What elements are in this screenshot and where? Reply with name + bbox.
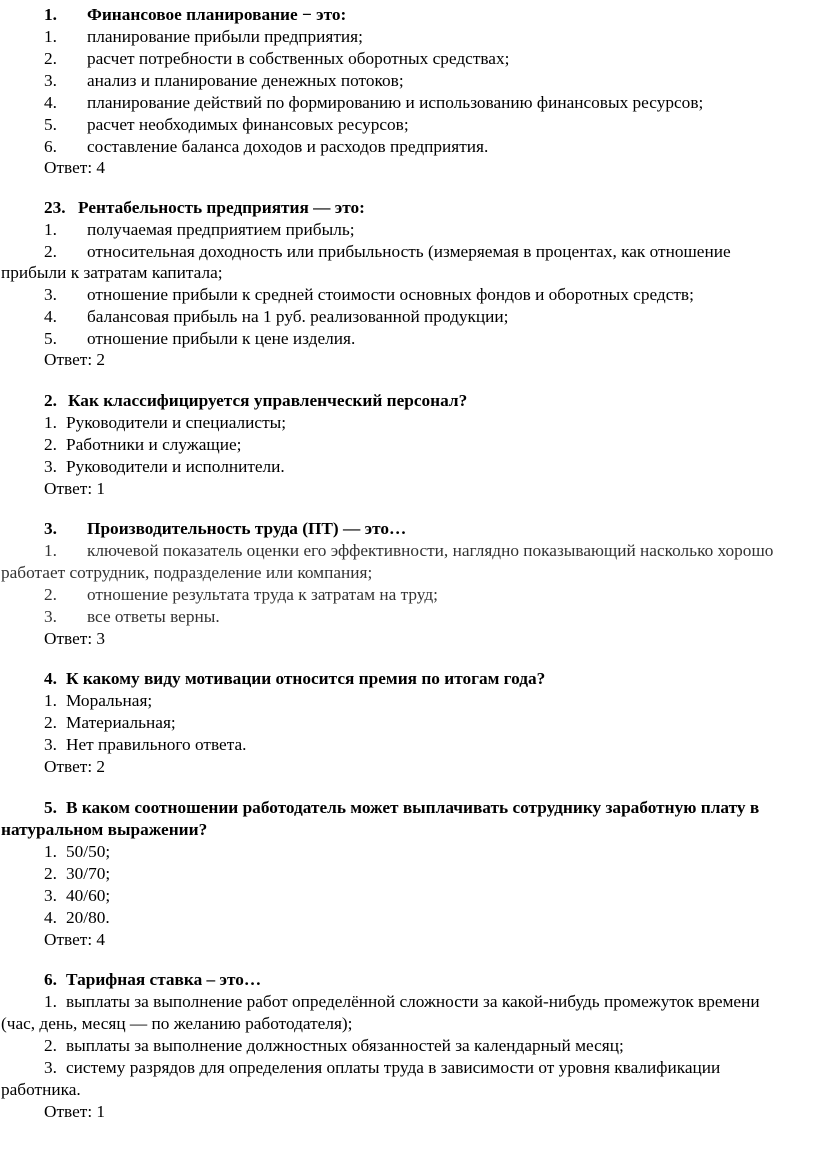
- option-text: отношение прибыли к цене изделия.: [87, 329, 356, 348]
- option-number: 1.: [44, 220, 57, 239]
- question-number: 3.: [44, 519, 57, 538]
- option-number: 2.: [44, 713, 57, 732]
- option-number: 6.: [44, 137, 57, 156]
- option-number: 3.: [44, 285, 57, 304]
- option-number: 1.: [44, 541, 57, 560]
- option-number: 3.: [44, 886, 57, 905]
- option-text: планирование действий по формированию и использованию финансовых ресурсов;: [87, 93, 704, 112]
- option-number: 2.: [44, 49, 57, 68]
- option-text: расчет необходимых финансовых ресурсов;: [87, 115, 409, 134]
- option-text: все ответы верны.: [87, 607, 220, 626]
- question-title-continued: натуральном выражении?: [1, 820, 208, 839]
- option-text: анализ и планирование денежных потоков;: [87, 71, 404, 90]
- question-number: 5.: [44, 798, 57, 817]
- option-text-continued: (час, день, месяц — по желанию работодателя);: [1, 1014, 353, 1033]
- question-number: 4.: [44, 669, 57, 688]
- question-number: 6.: [44, 970, 57, 989]
- option-text: планирование прибыли предприятия;: [87, 27, 363, 46]
- option-text: 40/60;: [66, 886, 111, 905]
- option-number: 2.: [44, 864, 57, 883]
- option-text: отношение результата труда к затратам на труд;: [87, 585, 438, 604]
- question-number: 1.: [44, 5, 57, 24]
- question-title: Производительность труда (ПТ) — это…: [87, 519, 407, 538]
- option-number: 4.: [44, 307, 57, 326]
- answer-text: Ответ: 1: [44, 479, 106, 498]
- question-title: Финансовое планирование − это:: [87, 5, 347, 24]
- option-number: 3.: [44, 1058, 57, 1077]
- option-text: получаемая предприятием прибыль;: [87, 220, 355, 239]
- answer-text: Ответ: 4: [44, 930, 106, 949]
- option-text: Материальная;: [66, 713, 176, 732]
- question-title: В каком соотношении работодатель может выплачивать сотруднику заработную плату в: [66, 798, 760, 817]
- option-text: 50/50;: [66, 842, 111, 861]
- option-text: расчет потребности в собственных оборотных средствах;: [87, 49, 510, 68]
- option-number: 3.: [44, 457, 57, 476]
- answer-text: Ответ: 2: [44, 350, 106, 369]
- option-text: Работники и служащие;: [66, 435, 242, 454]
- option-text-continued: работает сотрудник, подразделение или компания;: [1, 563, 373, 582]
- option-number: 4.: [44, 908, 57, 927]
- question-number: 23.: [44, 198, 66, 217]
- answer-text: Ответ: 3: [44, 629, 106, 648]
- option-text: Руководители и специалисты;: [66, 413, 287, 432]
- option-text: 30/70;: [66, 864, 111, 883]
- question-number: 2.: [44, 391, 57, 410]
- option-number: 2.: [44, 1036, 57, 1055]
- option-number: 3.: [44, 607, 57, 626]
- option-number: 3.: [44, 71, 57, 90]
- option-number: 1.: [44, 27, 57, 46]
- option-text: выплаты за выполнение работ определённой сложности за какой-нибудь промежуток времени: [66, 992, 760, 1011]
- answer-text: Ответ: 4: [44, 158, 106, 177]
- option-text: относительная доходность или прибыльность (измеряемая в процентах, как отношение: [87, 242, 731, 261]
- option-text-continued: прибыли к затратам капитала;: [1, 263, 223, 282]
- option-text: Моральная;: [66, 691, 153, 710]
- option-number: 2.: [44, 242, 57, 261]
- option-number: 2.: [44, 435, 57, 454]
- option-number: 1.: [44, 992, 57, 1011]
- option-text: отношение прибыли к средней стоимости основных фондов и оборотных средств;: [87, 285, 694, 304]
- option-number: 1.: [44, 413, 57, 432]
- option-text: балансовая прибыль на 1 руб. реализованной продукции;: [87, 307, 509, 326]
- answer-text: Ответ: 1: [44, 1102, 106, 1121]
- option-text: Руководители и исполнители.: [66, 457, 285, 476]
- option-number: 4.: [44, 93, 57, 112]
- question-title: Рентабельность предприятия — это:: [78, 198, 365, 217]
- answer-text: Ответ: 2: [44, 757, 106, 776]
- option-text: систему разрядов для определения оплаты труда в зависимости от уровня квалификации: [66, 1058, 721, 1077]
- option-number: 5.: [44, 115, 57, 134]
- option-number: 2.: [44, 585, 57, 604]
- question-title: К какому виду мотивации относится премия по итогам года?: [66, 669, 546, 688]
- option-text: составление баланса доходов и расходов предприятия.: [87, 137, 489, 156]
- option-text: Нет правильного ответа.: [66, 735, 247, 754]
- option-text-continued: работника.: [1, 1080, 81, 1099]
- question-title: Тарифная ставка – это…: [66, 970, 262, 989]
- option-text: выплаты за выполнение должностных обязанностей за календарный месяц;: [66, 1036, 624, 1055]
- option-number: 1.: [44, 691, 57, 710]
- option-text: 20/80.: [66, 908, 110, 927]
- option-number: 3.: [44, 735, 57, 754]
- option-number: 5.: [44, 329, 57, 348]
- question-title: Как классифицируется управленческий персонал?: [68, 391, 468, 410]
- option-text: ключевой показатель оценки его эффективности, наглядно показывающий насколько хорошо: [87, 541, 774, 560]
- option-number: 1.: [44, 842, 57, 861]
